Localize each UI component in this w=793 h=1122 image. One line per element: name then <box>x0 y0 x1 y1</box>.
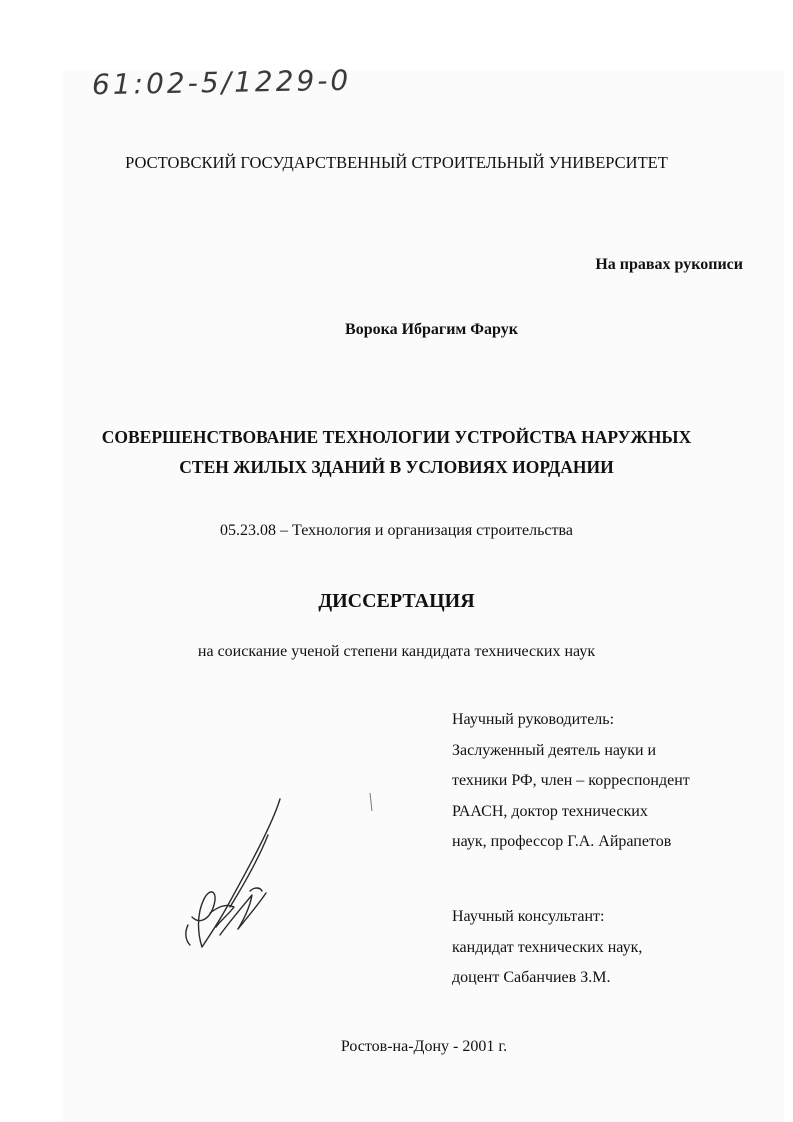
degree-line: на соискание ученой степени кандидата технических наук <box>197 643 596 660</box>
consultant-block <box>452 902 642 994</box>
title-line-2: СТЕН ЖИЛЫХ ЗДАНИЙ В УСЛОВИЯХ ИОРДАНИИ <box>179 457 614 477</box>
stray-pen-mark <box>369 793 373 811</box>
dissertation-title <box>0 422 793 482</box>
university-name: РОСТОВСКИЙ ГОСУДАРСТВЕННЫЙ СТРОИТЕЛЬНЫЙ УНИВЕРСИТЕТ <box>125 153 668 172</box>
supervisor-line-4: РААСН, доктор технических <box>452 802 648 820</box>
manuscript-note: На правах рукописи <box>595 256 743 273</box>
supervisor-line-1: Научный руководитель: <box>452 711 615 728</box>
city-year: Ростов-на-Дону - 2001 г. <box>340 1038 508 1055</box>
consultant-line-2: кандидат технических наук, <box>452 938 643 956</box>
supervisor-line-3: техники РФ, член – корреспондент <box>452 772 690 789</box>
title-line-1: СОВЕРШЕНСТВОВАНИЕ ТЕХНОЛОГИИ УСТРОЙСТВА НАРУЖНЫХ <box>101 427 692 447</box>
handwritten-signature <box>180 795 290 955</box>
supervisor-line-5: наук, профессор Г.А. Айрапетов <box>452 833 672 850</box>
archive-code: 61:02-5/1229-0 <box>91 63 352 102</box>
supervisor-block <box>452 705 690 858</box>
consultant-line-3: доцент Сабанчиев З.М. <box>452 969 611 986</box>
document-type: ДИССЕРТАЦИЯ <box>318 590 475 612</box>
supervisor-line-2: Заслуженный деятель науки и <box>452 741 657 759</box>
specialty-code: 05.23.08 – Технология и организация строительства <box>220 522 573 539</box>
consultant-line-1: Научный консультант: <box>452 908 605 925</box>
author-name: Ворока Ибрагим Фарук <box>345 321 518 338</box>
